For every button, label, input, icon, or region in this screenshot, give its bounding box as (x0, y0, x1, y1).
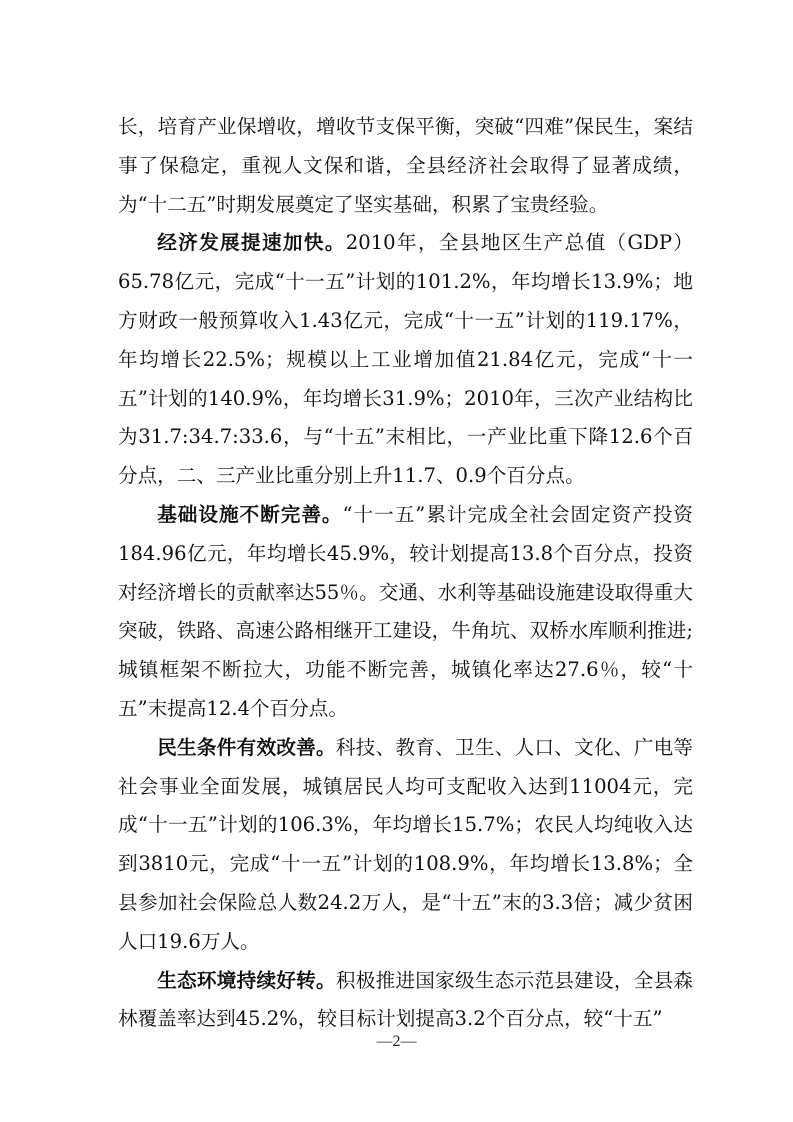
paragraph-text: “十一五”累计完成全社会固定资产投资184.96亿元，年均增长45.9%，较计划提高13.8个百分点，投资对经济增长的贡献率达55％。交通、水利等基础设施建设取得重大突破，铁路、高速公路相继开工建设，牛角坑、双桥水库顺利推进;城镇框架不断拉大，功能不断完善，城镇化率达27.6％，较“十五”末提高12.4个百分点。 (118, 502, 693, 720)
paragraph-heading: 基础设施不断完善。 (157, 502, 343, 526)
page-number: —2— (376, 1033, 417, 1050)
paragraph-heading: 民生条件有效改善。 (157, 735, 336, 759)
paragraph-text: 积极推进国家级生态示范县建设，全县森林覆盖率达到45.2%，较目标计划提高3.2个百分点，较“十五” (118, 968, 694, 1031)
paragraph-continuation (118, 108, 693, 224)
paragraph-heading: 经济发展提速加快。 (157, 231, 346, 255)
paragraph-heading: 生态环境持续好转。 (157, 968, 336, 992)
paragraph-ecology (118, 962, 693, 1040)
body-text (118, 108, 693, 1039)
paragraph-text: 长，培育产业保增收，增收节支保平衡，突破“四难”保民生，案结事了保稳定，重视人文保和谐，全县经济社会取得了显著成绩，为“十二五”时期发展奠定了坚实基础，积累了宝贵经验。 (118, 115, 693, 216)
paragraph-livelihood (118, 729, 693, 962)
paragraph-economic-development (118, 224, 693, 496)
paragraph-text: 科技、教育、卫生、人口、文化、广电等社会事业全面发展，城镇居民人均可支配收入达到11004元，完成“十一五”计划的106.3%，年均增长15.7%；农民人均纯收入达到3810元，完成“十一五”计划的108.9%，年均增长13.8%；全县参加社会保险总人数24.2万人，是“十五”末的3.3倍；减少贫困人口19.6万人。 (118, 735, 694, 953)
paragraph-text: 2010年，全县地区生产总值（GDP）65.78亿元，完成“十一五”计划的101.2%，年均增长13.9%；地方财政一般预算收入1.43亿元，完成“十一五”计划的119.17%，年均增长22.5%；规模以上工业增加值21.84亿元，完成“十一五”计划的140.9%，年均增长31.9%；2010年，三次产业结构比为31.7:34.7:33.6，与“十五”末相比，一产业比重下降12.6个百分点，二、三产业比重分别上升11.7、0.9个百分点。 (118, 231, 693, 488)
paragraph-infrastructure (118, 496, 693, 729)
